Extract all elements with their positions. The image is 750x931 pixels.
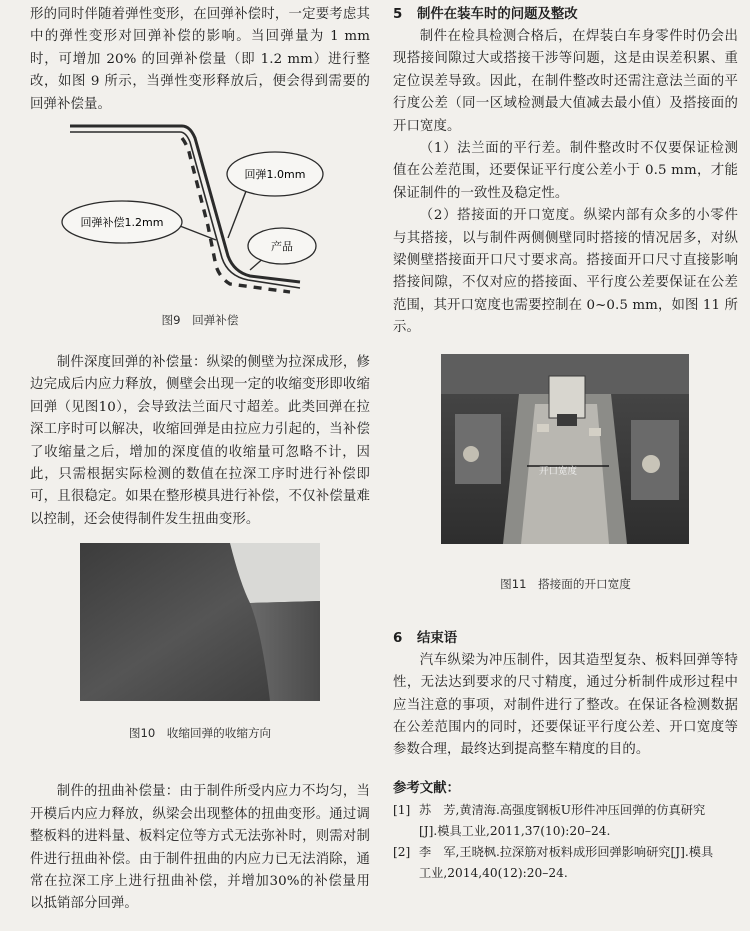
- section-title: 结束语: [417, 630, 458, 646]
- label-opening-width: 开口宽度: [539, 465, 578, 477]
- springback-diagram: [30, 116, 370, 306]
- reference-item: [393, 842, 738, 884]
- label-compensation: 回弹补偿1.2mm: [80, 216, 164, 230]
- fig10-caption: 图10 收缩回弹的收缩方向: [128, 726, 272, 741]
- para-intro: 形的同时伴随着弹性变形，在回弹补偿时，一定要考虑其中的弹性变形对回弹补偿的影响。当回弹量为 1 mm 时，可增加 20% 的回弹补偿量（即 1.2 mm）进行整改，如图 9 所示，当弹性变形释放后，便会得到需要的回弹补偿量。: [30, 7, 370, 112]
- opening-width-photo: [441, 354, 689, 544]
- figure-9: [30, 116, 370, 328]
- section-number: 5: [393, 7, 403, 22]
- section-number: 6: [393, 630, 403, 646]
- reference-list: [393, 800, 738, 884]
- left-column: [30, 0, 370, 916]
- fig11-caption: 图11 搭接面的开口宽度: [500, 576, 631, 591]
- figure-11: [393, 354, 738, 624]
- reference-text: 苏 芳,黄清海.高强度钢板U形件冲压回弹的仿真研究: [419, 802, 706, 817]
- references-title: 参考文献：: [393, 780, 460, 796]
- reference-text-cont: 工业,2014,40(12):20–24.: [419, 865, 568, 880]
- para-twist-compensation: 制件的扭曲补偿量：由于制件所受内应力不均匀，当开模后内应力释放，纵梁会出现整体的扭曲变形。通过调整板料的进料量、板料定位等方式无法弥补时，则需对制件进行扭曲补偿。由于制件扭曲的内应力已无法消除，通常在拉深工序上进行扭曲补偿，并增加30%的补偿量用以抵销部分回弹。: [30, 784, 370, 912]
- label-product: 产品: [271, 240, 293, 254]
- fig9-caption: 图9 回弹补偿: [161, 313, 239, 328]
- section-5-heading: [393, 4, 738, 26]
- label-springback: 回弹1.0mm: [244, 168, 306, 182]
- reference-text: 李 军,王晓枫.拉深筋对板料成形回弹影响研究[J].模具: [419, 844, 714, 859]
- para-5-1: （1）法兰面的平行差。制件整改时不仅要保证检测值在公差范围，还要保证平行度公差小于 0.5 mm，才能保证制件的一致性及稳定性。: [393, 141, 738, 201]
- para-depth-compensation: 制件深度回弹的补偿量：纵梁的侧壁为拉深成形，修边完成后内应力释放，侧壁会出现一定的收缩变形即收缩回弹（见图10），会导致法兰面尺寸超差。此类回弹在拉深工序时可以解决，收缩回弹是由拉应力引起的，当补偿了收缩量之后，增加的深度值的收缩量可忽略不计，因此，只需根据实际检测的数值在拉深工序时进行补偿即可，且很稳定。如果在整形模具进行补偿，不仅补偿量难以控制，还会使得制件发生扭曲变形。: [30, 355, 370, 527]
- para-5-2: （2）搭接面的开口宽度。纵梁内部有众多的小零件与其搭接，以与制件两侧侧壁同时搭接的情况居多，对纵梁侧壁搭接面开口尺寸要求高。搭接面开口尺寸直接影响搭接间隙，不仅对应的搭接面、平行度公差要保证在公差范围，其开口宽度也需要控制在 0~0.5 mm，如图 11 所示。: [393, 208, 738, 336]
- reference-number: [1]: [393, 802, 411, 817]
- shrink-photo: [80, 543, 320, 701]
- right-column: [393, 0, 738, 884]
- reference-text-cont: [J].模具工业,2011,37(10):20–24.: [419, 823, 611, 838]
- figure-10: [30, 543, 370, 775]
- para-6: 汽车纵梁为冲压制件，因其造型复杂、板料回弹等特性，无法达到要求的尺寸精度，通过分析制件成形过程中应当注意的事项，对制件进行了整改。在保证各检测数据在公差范围内的同时，还要保证平行度公差、开口宽度等参数合理，最终达到提高整车精度的目的。: [393, 652, 738, 758]
- section-title: 制件在装车时的问题及整改: [417, 7, 578, 22]
- reference-item: [393, 800, 738, 842]
- reference-number: [2]: [393, 844, 411, 859]
- section-6-heading: [393, 628, 738, 650]
- para-5: 制件在检具检测合格后，在焊装白车身零件时仍会出现搭接间隙过大或搭接干涉等问题，这是由误差积累、重定位误差导致。因此，在制件整改时还需注意法兰面的平行度公差（同一区域检测最大值减去最小值）及搭接面的开口宽度。: [393, 29, 738, 134]
